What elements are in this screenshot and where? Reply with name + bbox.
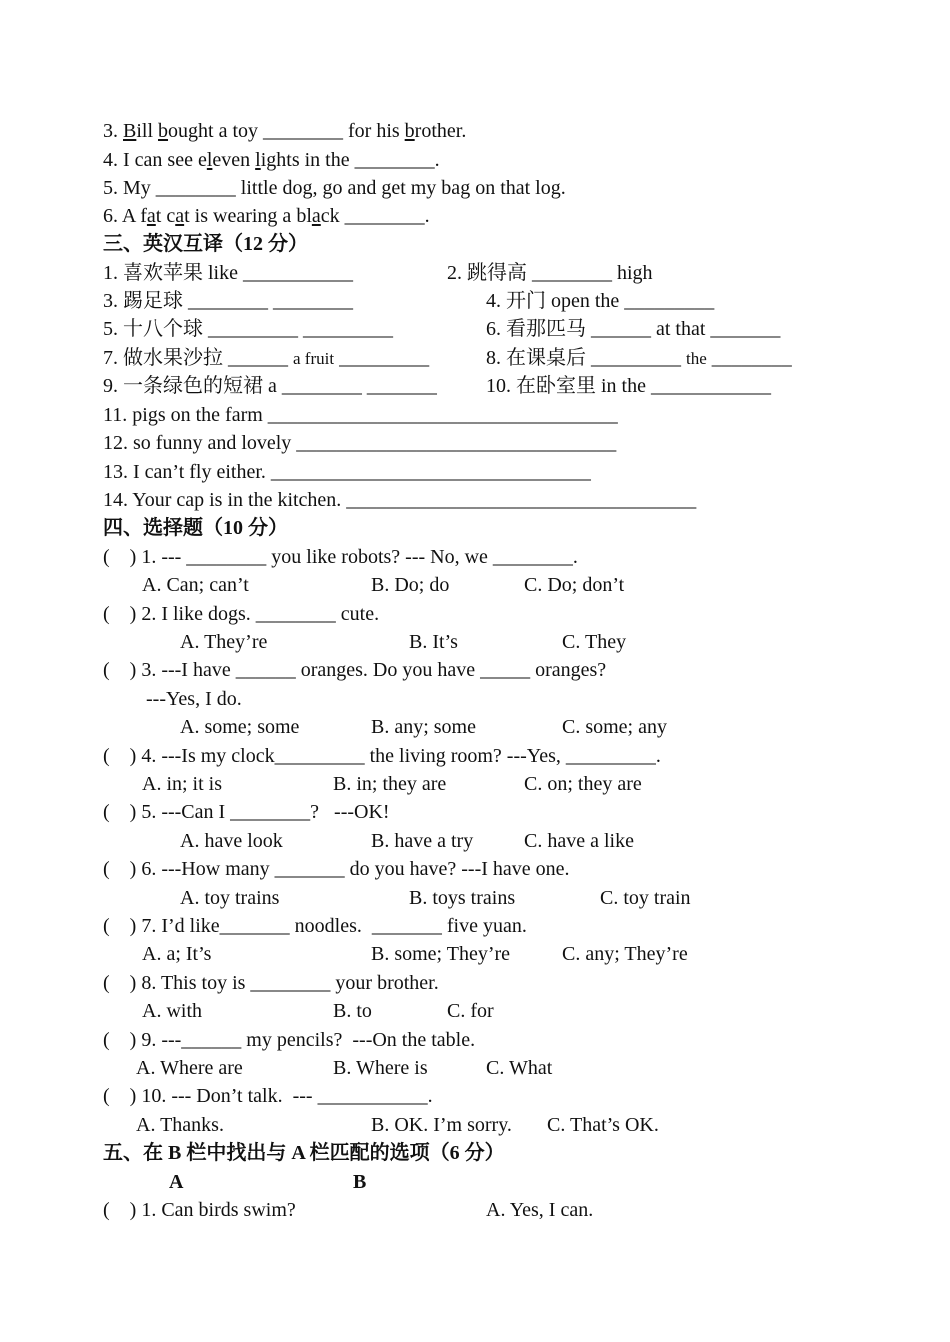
translate-item-13: 13. I can’t fly either. ________________________________ <box>103 461 591 483</box>
choice-5-option-c: C. have a like <box>524 830 634 852</box>
choice-1-option-b: B. Do; do <box>371 574 450 596</box>
question-2-4: 4. I can see eleven lights in the ________. <box>103 149 440 171</box>
choice-1-stem: ( ) 1. --- ________ you like robots? --- No, we ________. <box>103 546 578 568</box>
translate-item-3: 3. 踢足球 ________ ________ <box>103 290 353 312</box>
choice-5-option-b: B. have a try <box>371 830 474 852</box>
translate-item-2: 2. 跳得高 ________ high <box>447 262 653 284</box>
section-3-heading: 三、英汉互译（12 分） <box>103 233 308 255</box>
match-option-a: A. Yes, I can. <box>486 1199 594 1221</box>
choice-8-option-b: B. to <box>333 1000 372 1022</box>
choice-3-option-c: C. some; any <box>562 716 667 738</box>
choice-6-option-c: C. toy train <box>600 887 691 909</box>
choice-4-option-b: B. in; they are <box>333 773 447 795</box>
choice-5-stem: ( ) 5. ---Can I ________? ---OK! <box>103 801 390 823</box>
question-2-3: 3. Bill bought a toy ________ for his brother. <box>103 120 467 142</box>
translate-item-7: 7. 做水果沙拉 ______ a fruit _________ <box>103 347 430 369</box>
choice-7-stem: ( ) 7. I’d like_______ noodles. _______ five yuan. <box>103 915 527 937</box>
choice-2-option-a: A. They’re <box>180 631 268 653</box>
match-item-1: ( ) 1. Can birds swim? <box>103 1199 296 1221</box>
choice-6-option-a: A. toy trains <box>180 887 280 909</box>
choice-7-option-a: A. a; It’s <box>142 943 212 965</box>
choice-9-stem: ( ) 9. ---______ my pencils? ---On the table. <box>103 1029 476 1051</box>
translate-item-9: 9. 一条绿色的短裙 a ________ _______ <box>103 375 437 397</box>
translate-item-11: 11. pigs on the farm ___________________________________ <box>103 404 618 426</box>
translate-item-4: 4. 开门 open the _________ <box>486 290 715 312</box>
column-b-header: B <box>353 1171 367 1193</box>
choice-6-option-b: B. toys trains <box>409 887 516 909</box>
translate-item-6: 6. 看那匹马 ______ at that _______ <box>486 318 781 340</box>
column-a-header: A <box>169 1171 184 1193</box>
translate-item-10: 10. 在卧室里 in the ____________ <box>486 375 771 397</box>
choice-3-option-b: B. any; some <box>371 716 476 738</box>
translate-item-8: 8. 在课桌后 _________ the ________ <box>486 347 792 369</box>
choice-10-option-c: C. That’s OK. <box>547 1114 659 1136</box>
choice-1-option-c: C. Do; don’t <box>524 574 625 596</box>
choice-6-stem: ( ) 6. ---How many _______ do you have? ---I have one. <box>103 858 570 880</box>
choice-4-option-c: C. on; they are <box>524 773 642 795</box>
choice-8-option-c: C. for <box>447 1000 494 1022</box>
section-4-heading: 四、选择题（10 分） <box>103 517 288 539</box>
section-5-heading: 五、在 B 栏中找出与 A 栏匹配的选项（6 分） <box>103 1142 505 1164</box>
choice-5-option-a: A. have look <box>180 830 283 852</box>
choice-4-stem: ( ) 4. ---Is my clock_________ the living room? ---Yes, _________. <box>103 745 661 767</box>
choice-3-option-a: A. some; some <box>180 716 300 738</box>
choice-9-option-b: B. Where is <box>333 1057 428 1079</box>
choice-9-option-a: A. Where are <box>136 1057 243 1079</box>
choice-7-option-b: B. some; They’re <box>371 943 511 965</box>
choice-1-option-a: A. Can; can’t <box>142 574 249 596</box>
translate-item-14: 14. Your cap is in the kitchen. ___________________________________ <box>103 489 697 511</box>
question-2-6: 6. A fat cat is wearing a black ________. <box>103 205 430 227</box>
translate-item-5: 5. 十八个球 _________ _________ <box>103 318 393 340</box>
choice-9-option-c: C. What <box>486 1057 553 1079</box>
choice-10-option-b: B. OK. I’m sorry. <box>371 1114 512 1136</box>
choice-2-option-c: C. They <box>562 631 627 653</box>
translate-item-12: 12. so funny and lovely ________________________________ <box>103 432 617 454</box>
question-2-5: 5. My ________ little dog, go and get my bag on that log. <box>103 177 566 199</box>
choice-8-stem: ( ) 8. This toy is ________ your brother. <box>103 972 439 994</box>
choice-3-stem: ( ) 3. ---I have ______ oranges. Do you have _____ oranges? <box>103 659 607 681</box>
choice-3-stem-reply: ---Yes, I do. <box>146 688 242 710</box>
choice-2-option-b: B. It’s <box>409 631 458 653</box>
choice-4-option-a: A. in; it is <box>142 773 223 795</box>
choice-10-stem: ( ) 10. --- Don’t talk. --- ___________. <box>103 1085 433 1107</box>
choice-7-option-c: C. any; They’re <box>562 943 688 965</box>
choice-2-stem: ( ) 2. I like dogs. ________ cute. <box>103 603 380 625</box>
choice-10-option-a: A. Thanks. <box>136 1114 224 1136</box>
translate-item-1: 1. 喜欢苹果 like ___________ <box>103 262 353 284</box>
choice-8-option-a: A. with <box>142 1000 202 1022</box>
